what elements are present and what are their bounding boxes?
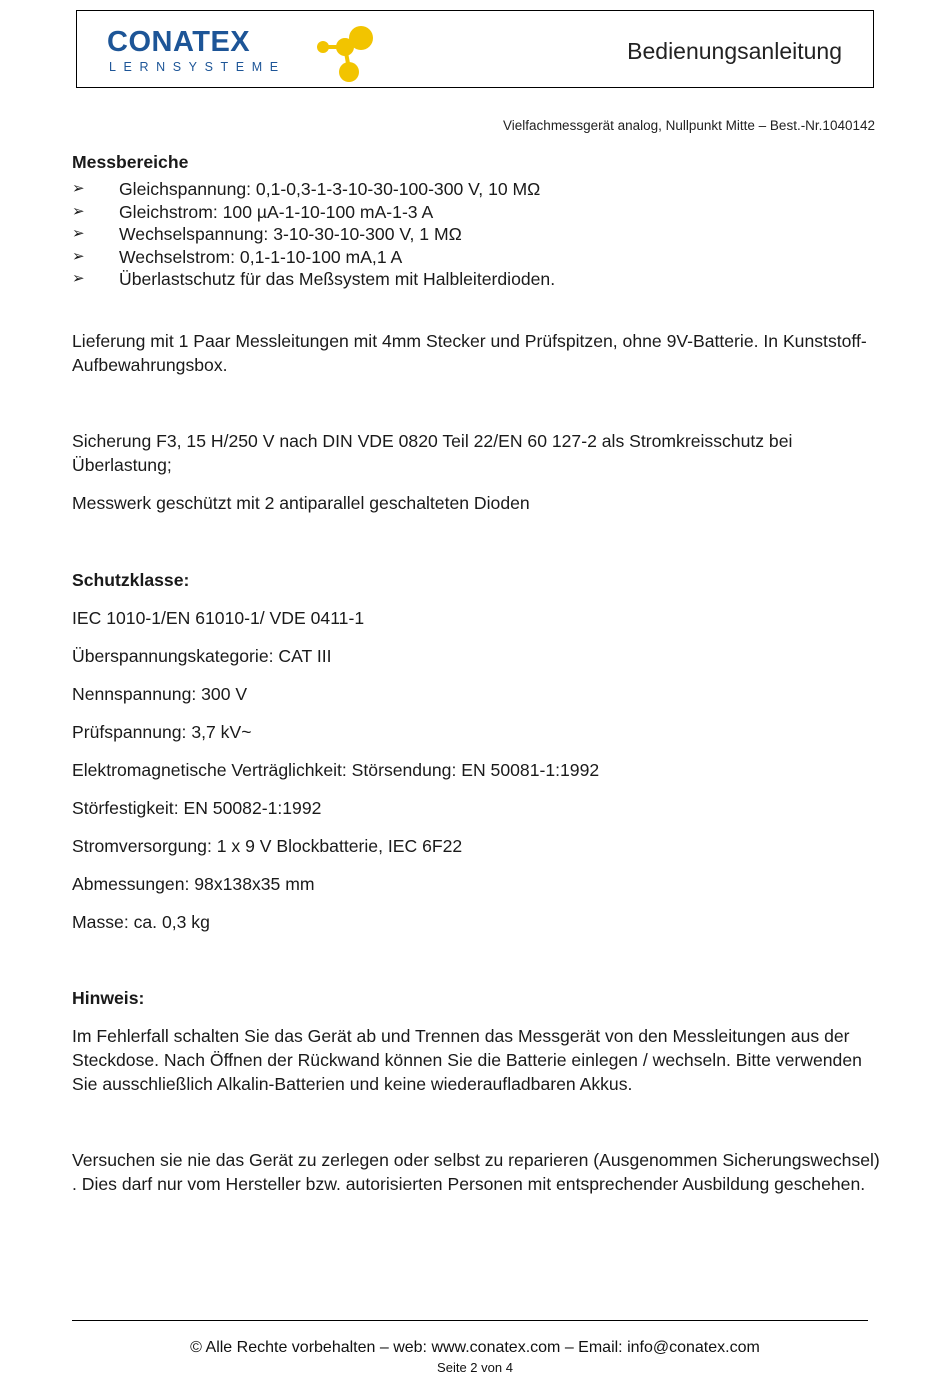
schutzklasse-heading: Schutzklasse: (72, 569, 190, 590)
list-item: ➢ Gleichstrom: 100 µA-1-10-100 mA-1-3 A (72, 201, 434, 222)
spec-line: Überspannungskategorie: CAT III (72, 645, 332, 666)
page-number: Seite 2 von 4 (437, 1360, 513, 1375)
hinweis-heading: Hinweis: (72, 987, 145, 1008)
footer-divider (72, 1320, 868, 1321)
spec-line: Nennspannung: 300 V (72, 683, 248, 704)
logo-subtitle: LERNSYSTEME (109, 60, 286, 74)
header-box (76, 10, 874, 88)
list-item: ➢ Wechselstrom: 0,1-1-10-100 mA,1 A (72, 246, 403, 267)
hinweis-paragraph: Im Fehlerfall schalten Sie das Gerät ab und Trennen das Messgerät von den Messleitungen aus der Steckdose. Nach Öffnen der Rückwand können Sie die Batterie einlegen / wechseln. Bitte verwenden Sie ausschließlich Alkalin-Batterien und keine wiederaufladbaren Akkus. (72, 1025, 862, 1094)
lieferung-paragraph: Lieferung mit 1 Paar Messleitungen mit 4mm Stecker und Prüfspitzen, ohne 9V-Batterie. In Kunststoff-Aufbewahrungsbox. (72, 330, 867, 375)
spec-line: Prüfspannung: 3,7 kV~ (72, 721, 252, 742)
messwerk-paragraph: Messwerk geschützt mit 2 antiparallel geschalteten Dioden (72, 492, 530, 513)
list-item: ➢ Gleichspannung: 0,1-0,3-1-3-10-30-100-300 V, 10 MΩ (72, 179, 541, 199)
spec-line: Masse: ca. 0,3 kg (72, 911, 210, 932)
spec-line: Elektromagnetische Verträglichkeit: Störsendung: EN 50081-1:1992 (72, 759, 600, 780)
arrow-bullet-icon: ➢ (72, 270, 85, 287)
arrow-bullet-icon: ➢ (72, 180, 85, 197)
product-reference: Vielfachmessgerät analog, Nullpunkt Mitte – Best.-Nr.1040142 (503, 118, 875, 133)
footer-copyright: © Alle Rechte vorbehalten – web: www.conatex.com – Email: info@conatex.com (190, 1339, 760, 1356)
list-item: ➢ Wechselspannung: 3-10-30-10-300 V, 1 MΩ (72, 224, 462, 244)
spec-line: Stromversorgung: 1 x 9 V Blockbatterie, IEC 6F22 (72, 835, 463, 856)
list-item: ➢ Überlastschutz für das Meßsystem mit Halbleiterdioden. (72, 269, 556, 289)
conatex-molecule-icon (315, 25, 377, 83)
spec-line: Abmessungen: 98x138x35 mm (72, 873, 315, 894)
arrow-bullet-icon: ➢ (72, 225, 85, 242)
arrow-bullet-icon: ➢ (72, 202, 85, 220)
arrow-bullet-icon: ➢ (72, 247, 85, 265)
messbereiche-heading: Messbereiche (72, 152, 189, 172)
messbereiche-list (72, 178, 882, 291)
logo-word: CONATEX (107, 26, 251, 58)
document-body (72, 150, 882, 1196)
conatex-logo (107, 25, 377, 85)
spec-line: IEC 1010-1/EN 61010-1/ VDE 0411-1 (72, 607, 365, 628)
schutzklasse-list (72, 606, 882, 934)
sicherung-paragraph: Sicherung F3, 15 H/250 V nach DIN VDE 0820 Teil 22/EN 60 127-2 als Stromkreisschutz bei Überlastung; (72, 430, 793, 475)
spec-line: Störfestigkeit: EN 50082-1:1992 (72, 797, 322, 818)
warning-paragraph: Versuchen sie nie das Gerät zu zerlegen oder selbst zu reparieren (Ausgenommen Sicherungswechsel) . Dies darf nur vom Hersteller bzw. autorisierten Personen mit entsprechender Ausbildung geschehen. (72, 1149, 880, 1194)
document-title: Bedienungsanleitung (627, 38, 842, 64)
